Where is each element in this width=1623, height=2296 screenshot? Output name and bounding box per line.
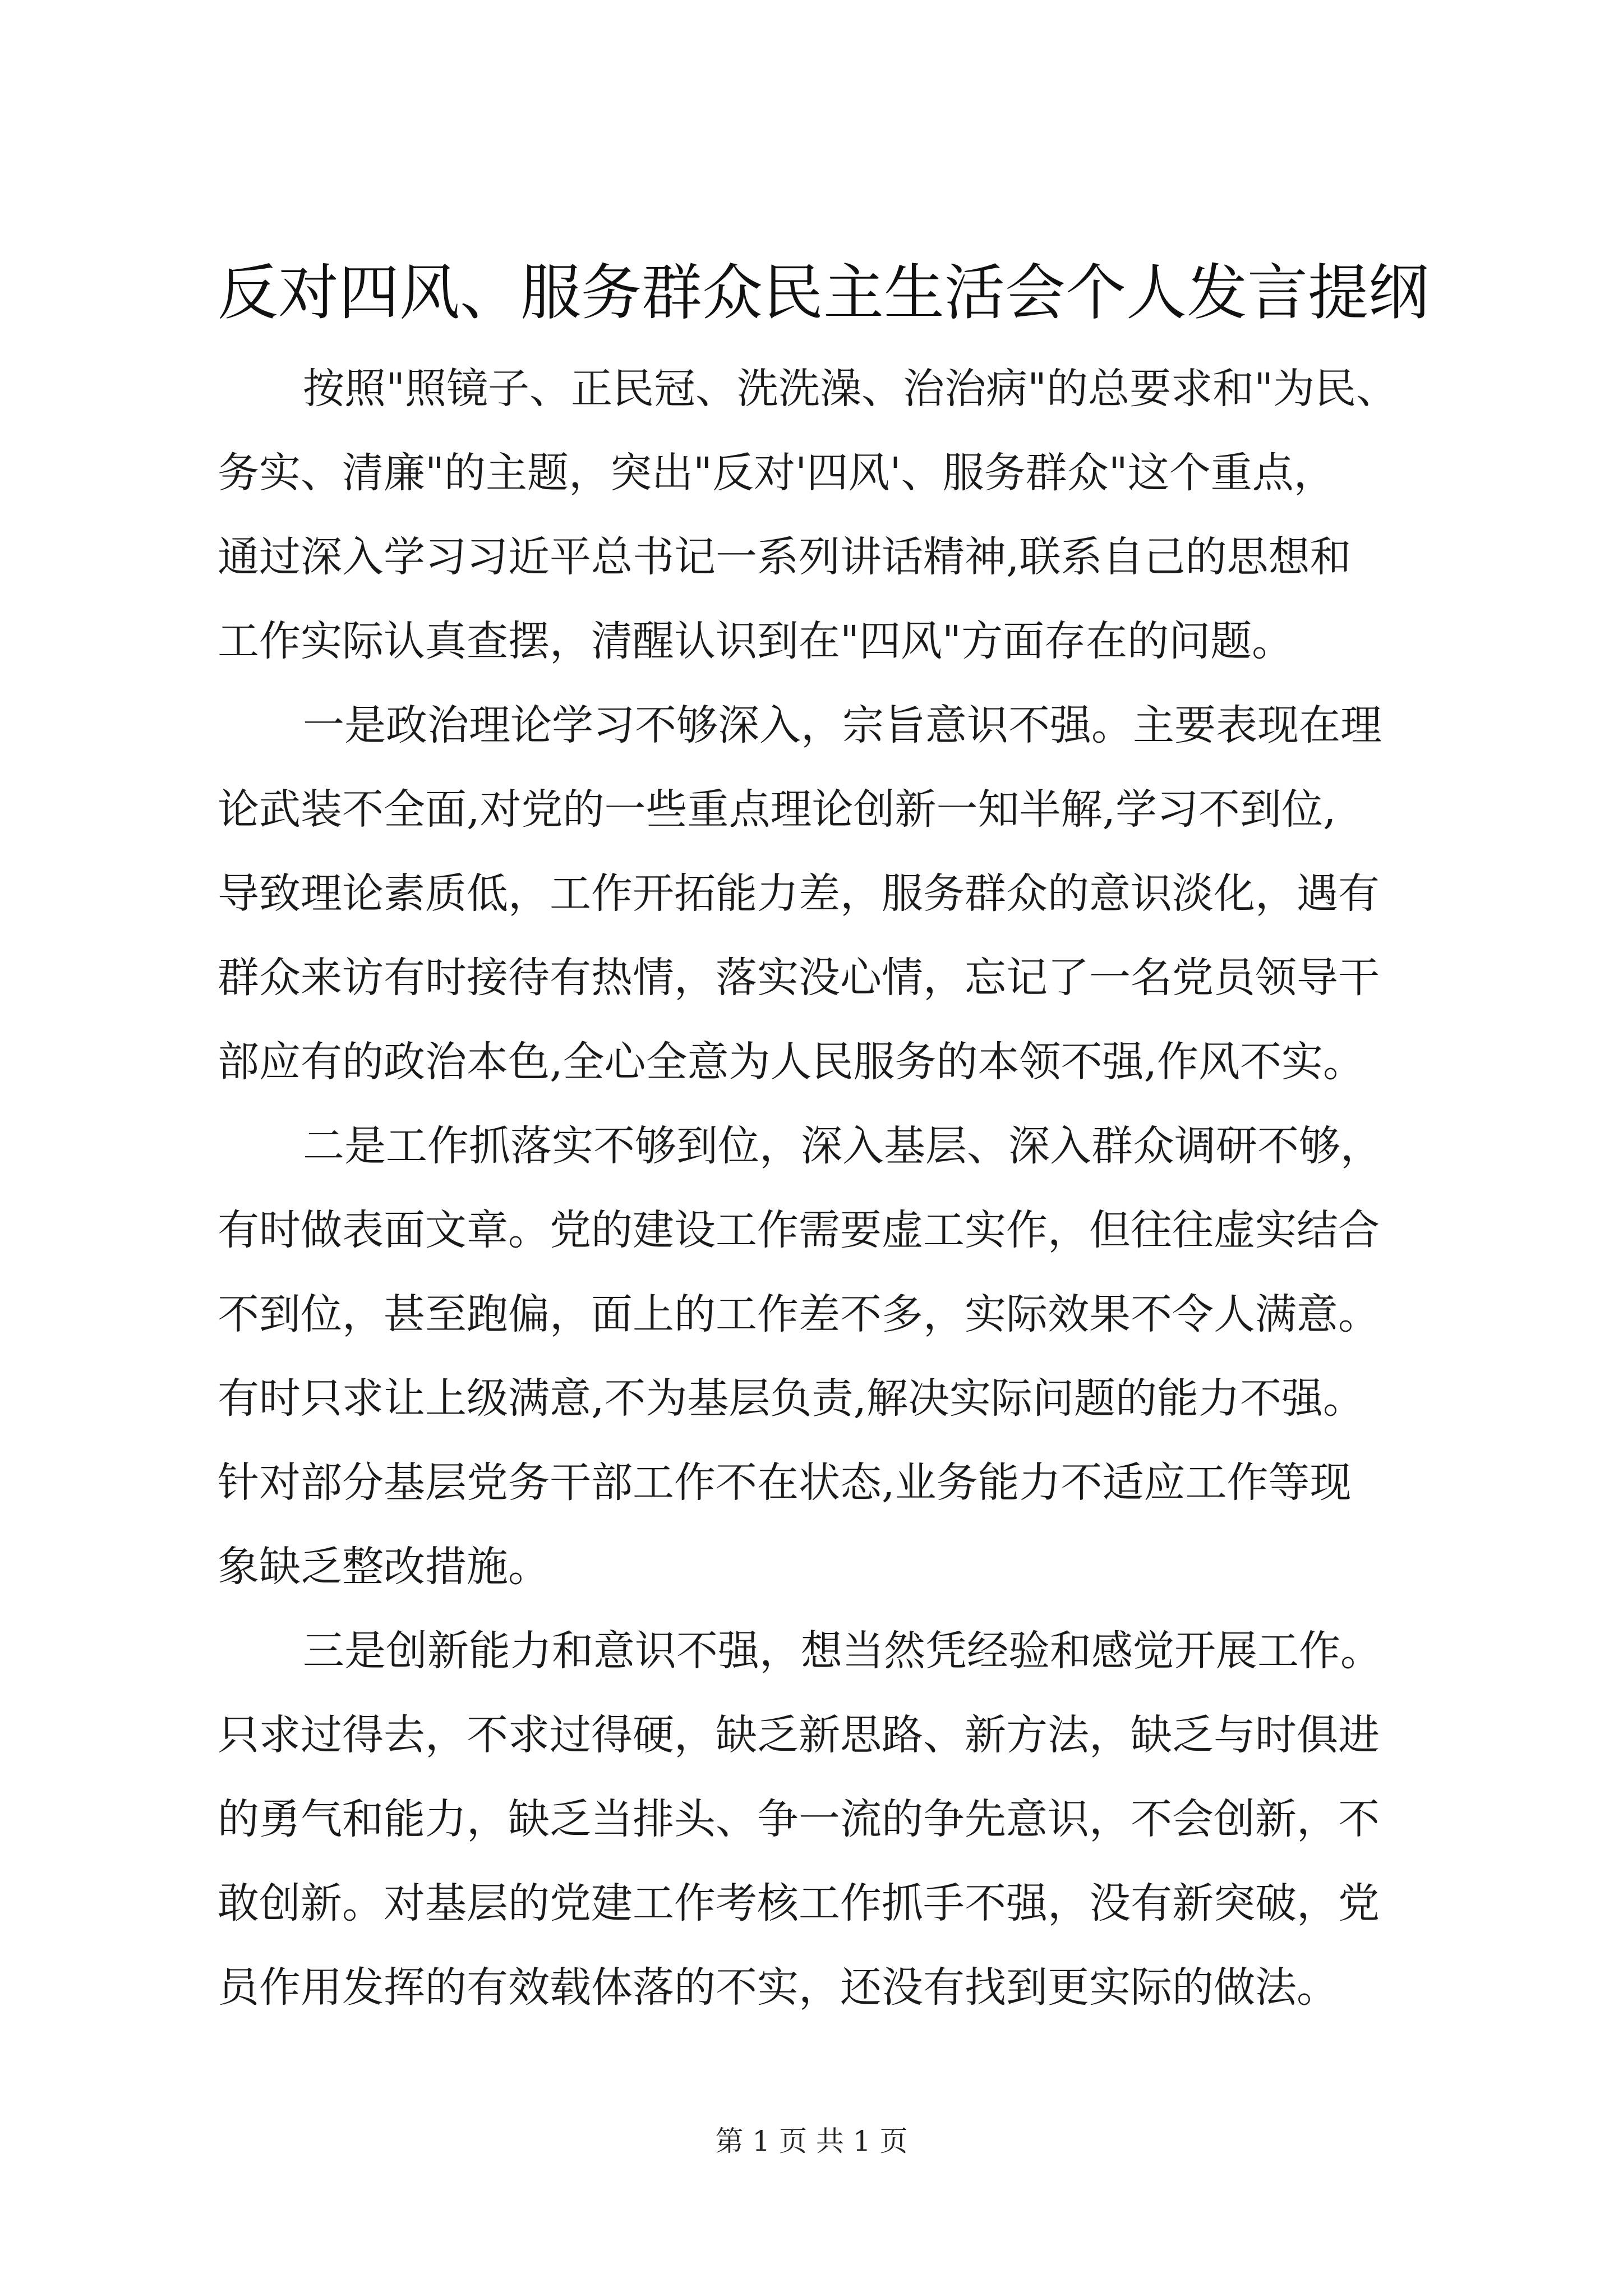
paragraph-line: 论武装不全面,对党的一些重点理论创新一知半解,学习不到位, [218,785,1336,834]
paragraph-line: 只求过得去，不求过得硬，缺乏新思路、新方法，缺乏与时俱进 [218,1711,1380,1759]
paragraph-line: 有时做表面文章。党的建设工作需要虚工实作，但往往虚实结合 [218,1206,1380,1254]
paragraph-line: 通过深入学习习近平总书记一系列讲话精神,联系自己的思想和 [218,533,1352,581]
paragraph-line: 群众来访有时接待有热情，落实没心情，忘记了一名党员领导干 [218,954,1380,1002]
paragraph-line: 部应有的政治本色,全心全意为人民服务的本领不强,作风不实。 [218,1038,1365,1086]
paragraph-line: 一是政治理论学习不够深入，宗旨意识不强。主要表现在理 [303,701,1382,749]
paragraph-line: 的勇气和能力，缺乏当排头、争一流的争先意识，不会创新，不 [218,1795,1380,1843]
paragraph-line: 按照"照镜子、正民冠、洗洗澡、治治病"的总要求和"为民、 [303,365,1398,413]
paragraph-line: 员作用发挥的有效载体落的不实，还没有找到更实际的做法。 [218,1963,1338,2012]
paragraph-line: 象缺乏整改措施。 [218,1543,550,1591]
paragraph-line: 二是工作抓落实不够到位，深入基层、深入群众调研不够， [303,1122,1382,1170]
paragraph-line: 有时只求让上级满意,不为基层负责,解决实际问题的能力不强。 [218,1374,1365,1423]
paragraph-line: 针对部分基层党务干部工作不在状态,业务能力不适应工作等现 [218,1458,1352,1507]
document-body [218,347,1429,2030]
page-footer: 第 1 页 共 1 页 [715,2125,908,2157]
document-title: 反对四风、服务群众民主生活会个人发言提纲 [218,258,1430,328]
paragraph-line: 不到位，甚至跑偏，面上的工作差不多，实际效果不令人满意。 [218,1290,1380,1338]
paragraph-point-3 [218,1609,1429,2030]
paragraph-line: 务实、清廉"的主题，突出"反对'四风'、服务群众"这个重点， [218,449,1335,497]
paragraph-line: 导致理论素质低，工作开拓能力差，服务群众的意识淡化，遇有 [218,869,1380,918]
paragraph-line: 敢创新。对基层的党建工作考核工作抓手不强，没有新突破，党 [218,1879,1380,1927]
paragraph-point-1 [218,683,1429,1104]
paragraph-intro [218,347,1429,683]
paragraph-point-2 [218,1104,1429,1609]
paragraph-line: 三是创新能力和意识不强，想当然凭经验和感觉开展工作。 [303,1627,1382,1675]
paragraph-line: 工作实际认真查摆，清醒认识到在"四风"方面存在的问题。 [218,617,1294,665]
